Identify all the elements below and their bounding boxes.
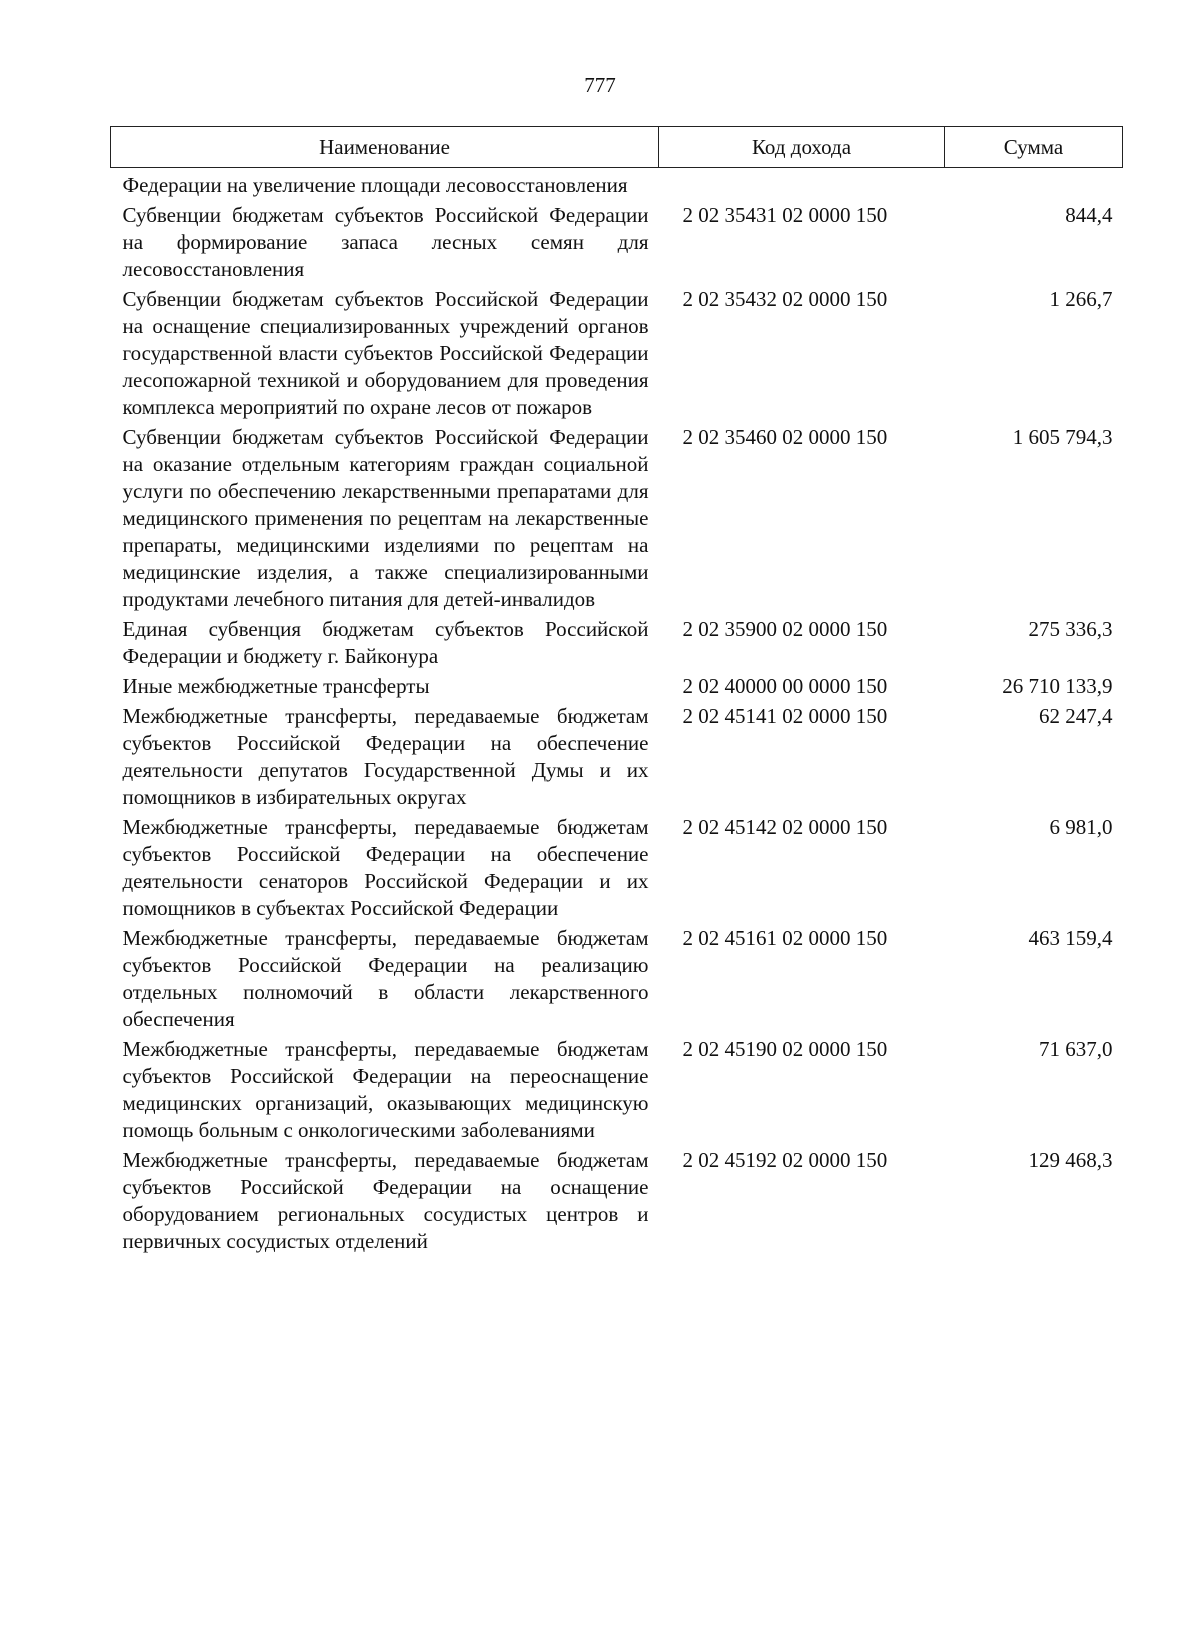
- row-code: 2 02 35900 02 0000 150: [682, 617, 888, 641]
- header-sum: Сумма: [945, 127, 1123, 168]
- row-sum: 1 266,7: [1049, 287, 1113, 311]
- row-code: 2 02 45142 02 0000 150: [682, 815, 888, 839]
- table-row: [111, 168, 1123, 200]
- table-row: [111, 421, 1123, 613]
- table-row: [111, 1144, 1123, 1255]
- table-row: [111, 613, 1123, 670]
- row-code: 2 02 45141 02 0000 150: [682, 704, 888, 728]
- row-name: Межбюджетные трансферты, передаваемые бюджетам субъектов Российской Федерации на оснащение оборудованием региональных сосудистых центров и первичных сосудистых отделений: [122, 1148, 649, 1253]
- header-code: Код дохода: [659, 127, 945, 168]
- row-code: 2 02 45192 02 0000 150: [682, 1148, 888, 1172]
- row-name: Федерации на увеличение площади лесовосстановления: [122, 173, 628, 197]
- table-body: [111, 168, 1123, 1256]
- row-sum: 275 336,3: [1028, 617, 1113, 641]
- table-row: [111, 283, 1123, 421]
- row-sum: [945, 168, 1123, 200]
- row-name: Межбюджетные трансферты, передаваемые бюджетам субъектов Российской Федерации на обеспечение деятельности сенаторов Российской Федерации и их помощников в субъектах Российской Федерации: [122, 815, 649, 920]
- row-name: Межбюджетные трансферты, передаваемые бюджетам субъектов Российской Федерации на обеспечение деятельности депутатов Государственной Думы и их помощников в избирательных округах: [122, 704, 649, 809]
- page-number: 777: [584, 73, 616, 97]
- table-row: [111, 700, 1123, 811]
- row-code: 2 02 35431 02 0000 150: [682, 203, 888, 227]
- row-code: 2 02 35460 02 0000 150: [682, 425, 888, 449]
- table-row: [111, 199, 1123, 283]
- row-sum: 844,4: [1065, 203, 1113, 227]
- header-row: [111, 127, 1123, 168]
- row-sum: 463 159,4: [1028, 926, 1113, 950]
- header-name: Наименование: [111, 127, 659, 168]
- row-sum: 71 637,0: [1039, 1037, 1113, 1061]
- row-code: 2 02 40000 00 0000 150: [682, 674, 888, 698]
- table-header: [111, 127, 1123, 168]
- row-code: 2 02 45190 02 0000 150: [682, 1037, 888, 1061]
- revenue-table: [110, 126, 1123, 1255]
- row-sum: 1 605 794,3: [1012, 425, 1113, 449]
- row-sum: 62 247,4: [1039, 704, 1113, 728]
- table-row: [111, 922, 1123, 1033]
- row-name: Субвенции бюджетам субъектов Российской Федерации на оказание отдельным категориям граждан социальной услуги по обеспечению лекарственными препаратами для медицинского применения по рецептам на лекарственные препараты, медицинскими изделиями по рецептам на медицинские изделия, а также специализированными продуктами лечебного питания для детей-инвалидов: [122, 425, 649, 611]
- row-code: 2 02 45161 02 0000 150: [682, 926, 888, 950]
- row-name: Субвенции бюджетам субъектов Российской Федерации на оснащение специализированных учреждений органов государственной власти субъектов Российской Федерации лесопожарной техникой и оборудованием для проведения комплекса мероприятий по охране лесов от пожаров: [122, 287, 649, 419]
- table-row: [111, 670, 1123, 700]
- row-name: Межбюджетные трансферты, передаваемые бюджетам субъектов Российской Федерации на реализацию отдельных полномочий в области лекарственного обеспечения: [122, 926, 649, 1031]
- table-row: [111, 1033, 1123, 1144]
- row-sum: 129 468,3: [1028, 1148, 1113, 1172]
- row-code: [659, 168, 945, 200]
- row-name: Субвенции бюджетам субъектов Российской Федерации на формирование запаса лесных семян для лесовосстановления: [122, 203, 649, 281]
- table-row: [111, 811, 1123, 922]
- row-sum: 6 981,0: [1049, 815, 1113, 839]
- row-name: Единая субвенция бюджетам субъектов Российской Федерации и бюджету г. Байконура: [122, 617, 649, 668]
- row-code: 2 02 35432 02 0000 150: [682, 287, 888, 311]
- row-name: Иные межбюджетные трансферты: [122, 674, 430, 698]
- row-sum: 26 710 133,9: [1002, 674, 1113, 698]
- row-name: Межбюджетные трансферты, передаваемые бюджетам субъектов Российской Федерации на переоснащение медицинских организаций, оказывающих медицинскую помощь больным с онкологическими заболеваниями: [122, 1037, 649, 1142]
